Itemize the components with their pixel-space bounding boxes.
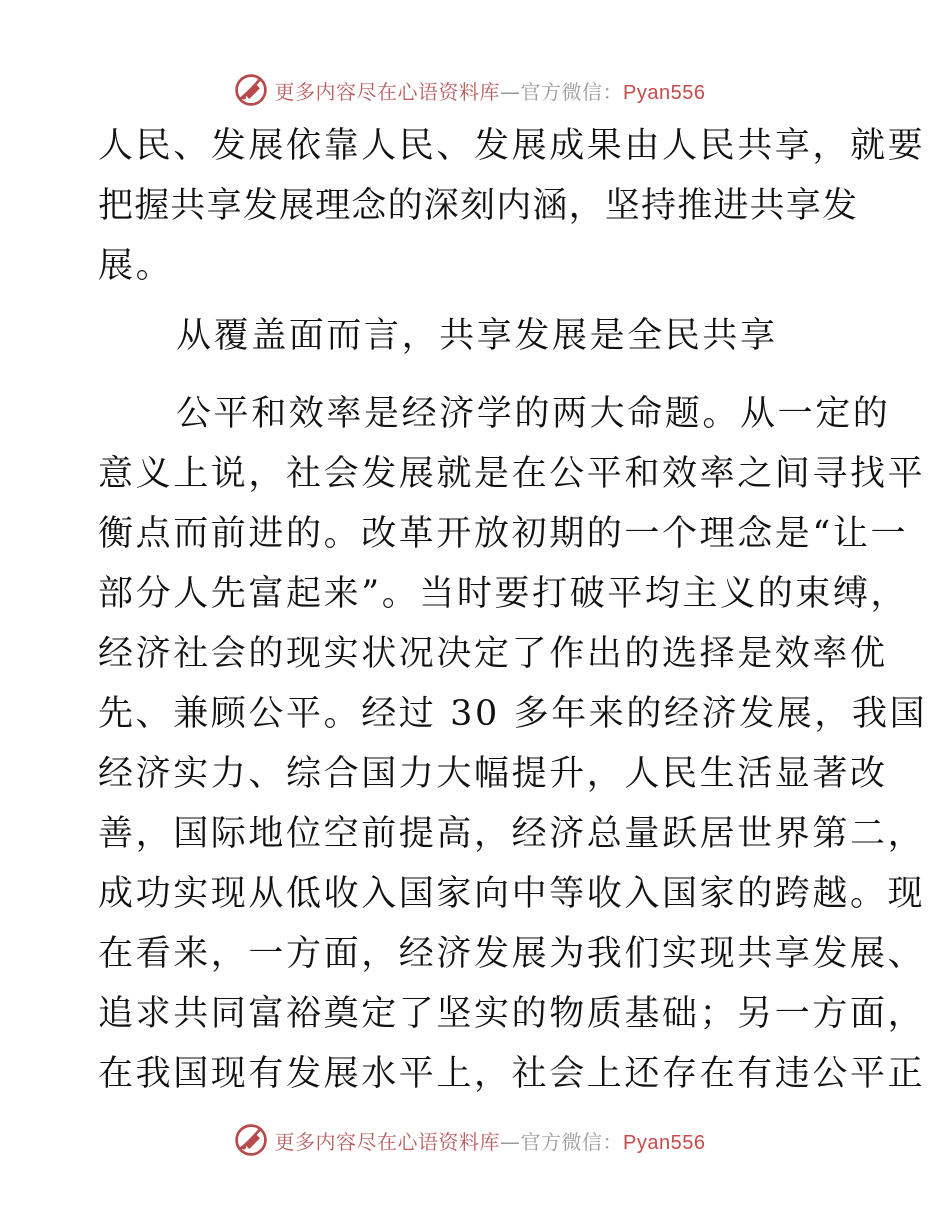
watermark-text: 更多内容尽在心语资料库—官方微信：Pyan556 [274, 79, 706, 104]
watermark-text: 更多内容尽在心语资料库—官方微信：Pyan556 [274, 1129, 706, 1154]
text-line: 经济社会的现实状况决定了作出的选择是效率优 [98, 634, 888, 674]
text-line: 人民、发展依靠人民、发展成果由人民共享，就要 [98, 126, 926, 166]
text-line: 部分人先富起来”。当时要打破平均主义的束缚， [98, 574, 909, 614]
header-watermark [0, 70, 950, 110]
text-line: 在看来，一方面，经济发展为我们实现共享发展、 [98, 934, 926, 974]
text-line: 公平和效率是经济学的两大命题。从一定的 [176, 394, 891, 434]
section-heading: 从覆盖面而言，共享发展是全民共享 [176, 316, 778, 356]
text-line: 成功实现从低收入国家向中等收入国家的跨越。现 [98, 874, 926, 914]
text-line: 把握共享发展理念的深刻内涵，坚持推进共享发 [98, 186, 859, 226]
pen-logo-icon [233, 1122, 269, 1158]
pen-logo-icon [233, 72, 269, 108]
text-line: 先、兼顾公平。经过 30 多年来的经济发展，我国 [98, 694, 928, 734]
footer-watermark [0, 1120, 950, 1160]
text-line: 追求共同富裕奠定了坚实的物质基础；另一方面， [98, 994, 926, 1034]
text-line: 经济实力、综合国力大幅提升，人民生活显著改 [98, 754, 888, 794]
text-line: 衡点而前进的。改革开放初期的一个理念是“让一 [98, 514, 909, 554]
text-line: 善，国际地位空前提高，经济总量跃居世界第二， [98, 814, 926, 854]
text-line: 在我国现有发展水平上，社会上还存在有违公平正 [98, 1054, 926, 1094]
text-line: 展。 [98, 246, 174, 286]
text-line: 意义上说，社会发展就是在公平和效率之间寻找平 [98, 454, 926, 494]
